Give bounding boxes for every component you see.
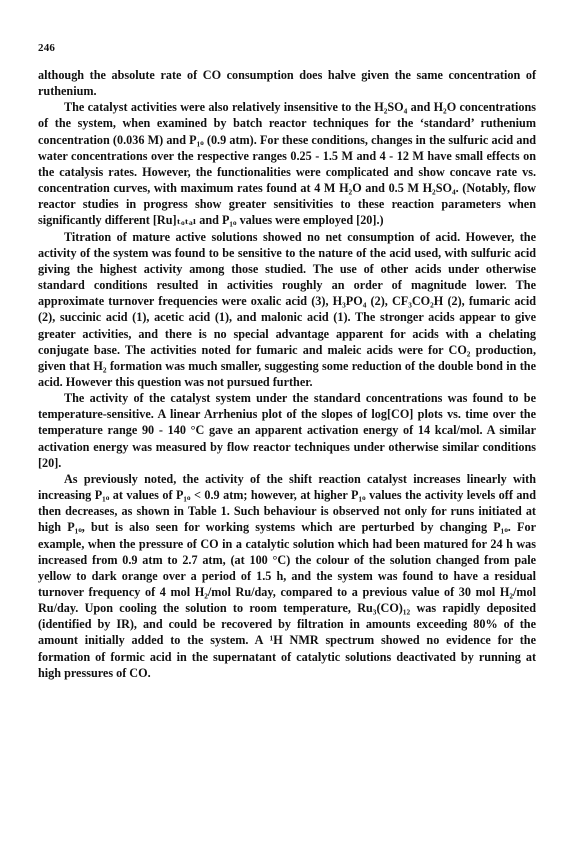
paragraph-1: although the absolute rate of CO consumption does halve given the same concentration of ruthenium. — [38, 68, 536, 99]
paragraph-2: The catalyst activities were also relatively insensitive to the H₂SO₄ and H₂O concentrations of the system, when examined by batch reactor techniques for the ‘standard’ ruthenium concentration (0.036 M) and P₁ₒ (0.9 atm). For these conditions, changes in the sulfuric acid and water concentrations over the respective ranges 0.25 - 1.5 M and 4 - 12 M have small effects on the catalysis rates. However, the functionalities were complicated and show concave rate vs. concentration curves, with maximum rates found at 4 M H₂O and 0.5 M H₂SO₄. (Notably, flow reactor studies in progress show greater sensitivities to these reaction parameters when significantly different [Ru]ₜₒₜₐₗ and P₁ₒ values were employed [20].) — [38, 100, 536, 228]
paragraph-5: As previously noted, the activity of the shift reaction catalyst increases linearly with increasing P₁ₒ at values of P₁ₒ < 0.9 atm; however, at higher P₁ₒ values the activity levels off and then decreases, as shown in Table 1. Such behaviour is observed not only for runs initiated at high P₁ₒ, but is also seen for working systems which are perturbed by changing P₁ₒ. For example, when the pressure of CO in a catalytic solution which had been matured for 24 h was increased from 0.9 atm to 2.7 atm, (at 100 °C) the colour of the solution changed from pale yellow to dark orange over a period of 1.5 h, and the system was found to have a residual turnover frequency of 4 mol H₂/mol Ru/day, compared to a previous value of 30 mol H₂/mol Ru/day. Upon cooling the solution to room temperature, Ru₃(CO)₁₂ was rapidly deposited (identified by IR), and could be recovered by filtration in amounts exceeding 80% of the amount initially added to the system. A ¹H NMR spectrum showed no evidence for the formation of formic acid in the supernatant of catalytic solutions deactivated by running at high pressures of CO. — [38, 471, 536, 680]
page-number: 246 — [38, 42, 56, 54]
paragraph-4: The activity of the catalyst system under the standard concentrations was found to be temperature-sensitive. A linear Arrhenius plot of the slopes of log[CO] plots vs. time over the temperature range 90 - 140 °C gave an apparent activation energy of 14 kcal/mol. A similar activation energy was measured by flow reactor techniques under otherwise similar conditions [20]. — [38, 391, 536, 470]
body-text — [38, 67, 536, 681]
paragraph-3: Titration of mature active solutions showed no net consumption of acid. However, the activity of the system was found to be sensitive to the nature of the acid used, with sulfuric acid giving the highest activity among those studied. The use of other acids under otherwise standard conditions resulted in activities roughly an order of magnitude lower. The approximate turnover frequencies were oxalic acid (3), H₃PO₄ (2), CF₃CO₂H (2), fumaric acid (2), succinic acid (1), acetic acid (1), and malonic acid (1). The stronger acids appear to give greater activities, and there is no special advantage apparent for acids with a chelating conjugate base. The activities noted for fumaric and maleic acids were for CO₂ production, given that H₂ formation was much smaller, suggesting some reduction of the double bond in the acid. However this question was not pursued further. — [38, 229, 536, 389]
